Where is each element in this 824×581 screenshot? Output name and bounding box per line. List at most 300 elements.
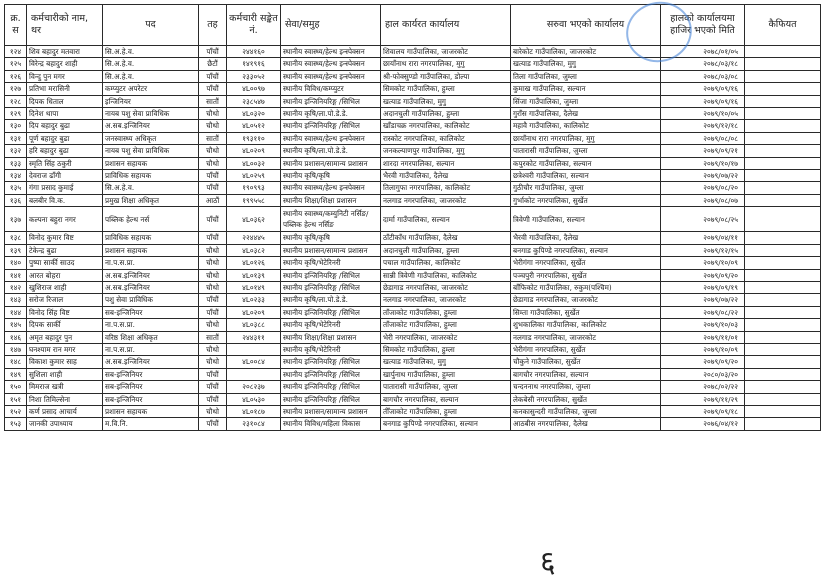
- symbol-cell: २४४१६०: [227, 46, 281, 58]
- header-current-office: हाल कार्यरत कार्यालय: [381, 5, 511, 46]
- date-cell: २०७९/०८/०८: [661, 132, 745, 144]
- level-cell: पाँचौं: [199, 393, 227, 405]
- transfer-office-cell: पातारासी गाउँपालिका, जुम्ला: [511, 145, 661, 157]
- name-cell: सुशिला शाही: [27, 368, 103, 380]
- level-cell: पाँचौं: [199, 46, 227, 58]
- name-cell: प्रतिभा मरासिनी: [27, 83, 103, 95]
- date-cell: २०७९/०८/२०: [661, 182, 745, 194]
- current-office-cell: छेडागाड नगरपालिका, जाजरकोट: [381, 281, 511, 293]
- table-row: [5, 83, 821, 95]
- transfer-office-cell: कनकासुन्दरी गाउँपालिका, जुम्ला: [511, 405, 661, 417]
- header-name: कर्मचारीको नाम, थर: [27, 5, 103, 46]
- name-cell: हरि बहादुर बुढा: [27, 145, 103, 157]
- current-office-cell: छायाँनाथ रारा नगरपालिका, मुगु: [381, 58, 511, 70]
- post-cell: पब्लिक हेल्थ नर्स: [103, 207, 199, 232]
- level-cell: पाँचौं: [199, 170, 227, 182]
- serial-cell: १३६: [5, 194, 27, 206]
- transfer-office-cell: भेरीगंगा नगरपालिका, सुर्खेत: [511, 257, 661, 269]
- date-cell: २०७९/०८/०७: [661, 194, 745, 206]
- serial-cell: १४०: [5, 257, 27, 269]
- remarks-cell: [745, 294, 821, 306]
- header-post: पद: [103, 5, 199, 46]
- transfer-office-cell: खत्याड गाउँपालिका, मुगु: [511, 58, 661, 70]
- table-row: [5, 331, 821, 343]
- transfer-office-cell: छत्रेश्वरी गाउँपालिका, सल्यान: [511, 170, 661, 182]
- service-cell: स्थानीय प्रशासन/सामान्य प्रशासन: [281, 405, 381, 417]
- level-cell: सातौं: [199, 132, 227, 144]
- transfer-office-cell: पञ्चपुरी नगरपालिका, सुर्खेत: [511, 269, 661, 281]
- header-remarks: कैफियत: [745, 5, 821, 46]
- table-row: [5, 281, 821, 293]
- remarks-cell: [745, 232, 821, 244]
- post-cell: प्रमुख शिक्षा अधिकृत: [103, 194, 199, 206]
- transfer-office-cell: बनगाड कुपिण्डे नगरपालिका, सल्यान: [511, 244, 661, 256]
- symbol-cell: ४L०३२०: [227, 108, 281, 120]
- post-cell: सब-इन्जिनियर: [103, 381, 199, 393]
- post-cell: सब-इन्जिनियर: [103, 393, 199, 405]
- post-cell: प्राविधिक सहायक: [103, 170, 199, 182]
- current-office-cell: सिमकोट गाउँपालिका, हुम्ला: [381, 343, 511, 355]
- symbol-cell: ४L०५३०: [227, 393, 281, 405]
- serial-cell: १४३: [5, 294, 27, 306]
- date-cell: २०७९/०७/२२: [661, 170, 745, 182]
- current-office-cell: बागचौर नगरपालिका, सल्यान: [381, 393, 511, 405]
- level-cell: पाँचौं: [199, 207, 227, 232]
- symbol-cell: २३८५४७: [227, 95, 281, 107]
- remarks-cell: [745, 393, 821, 405]
- remarks-cell: [745, 368, 821, 380]
- symbol-cell: ४L०३८२: [227, 244, 281, 256]
- current-office-cell: सिमकोट गाउँपालिका, हुम्ला: [381, 83, 511, 95]
- name-cell: दिनेश थापा: [27, 108, 103, 120]
- level-cell: चौथो: [199, 319, 227, 331]
- name-cell: विनोद कुमार विष्ट: [27, 232, 103, 244]
- transfer-office-cell: छेडागाड नगरपालिका, जाजरकोट: [511, 294, 661, 306]
- table-row: [5, 319, 821, 331]
- level-cell: चौथो: [199, 145, 227, 157]
- table-row: [5, 393, 821, 405]
- transfer-office-cell: कुमाख गाउँपालिका, सल्यान: [511, 83, 661, 95]
- date-cell: २०७८/०३/०८: [661, 70, 745, 82]
- post-cell: अ.सब.इन्जिनियर: [103, 120, 199, 132]
- name-cell: दिपक धिताल: [27, 95, 103, 107]
- service-cell: स्थानीय प्रशासन/सामान्य प्रशासन: [281, 157, 381, 169]
- table-row: [5, 46, 821, 58]
- date-cell: २०७६/०४/१२: [661, 418, 745, 430]
- post-cell: ना.प.स.प्रा.: [103, 343, 199, 355]
- level-cell: पाँचौं: [199, 232, 227, 244]
- current-office-cell: दार्मा गाउँपालिका, सल्यान: [381, 207, 511, 232]
- level-cell: चौथो: [199, 108, 227, 120]
- remarks-cell: [745, 145, 821, 157]
- date-cell: २०७९/१०/०५: [661, 108, 745, 120]
- level-cell: चौथो: [199, 269, 227, 281]
- current-office-cell: खार्पुनाथ गाउँपालिका, हुम्ला: [381, 368, 511, 380]
- service-cell: स्थानीय विविध/महिला विकास: [281, 418, 381, 430]
- post-cell: अ.सब.इन्जिनियर: [103, 281, 199, 293]
- level-cell: पाँचौं: [199, 306, 227, 318]
- symbol-cell: ४L०२०९: [227, 306, 281, 318]
- current-office-cell: ठाँटीकाँध गाउँपालिका, दैलेख: [381, 232, 511, 244]
- header-service: सेवा/समुह: [281, 5, 381, 46]
- remarks-cell: [745, 120, 821, 132]
- remarks-cell: [745, 46, 821, 58]
- current-office-cell: जनकल्याणपुर गाउँपालिका, मुगु: [381, 145, 511, 157]
- symbol-cell: २४४३११: [227, 331, 281, 343]
- symbol-cell: १९०९९३: [227, 182, 281, 194]
- serial-cell: १२९: [5, 108, 27, 120]
- name-cell: विनोद सिंह विष्ट: [27, 306, 103, 318]
- transfer-office-cell: बागचौर नगरपालिका, सल्यान: [511, 368, 661, 380]
- header-level: तह: [199, 5, 227, 46]
- service-cell: स्थानीय कृषि/भेटेरिनरी: [281, 319, 381, 331]
- post-cell: ना.प.स.प्रा.: [103, 319, 199, 331]
- date-cell: २०७९/०९/१९: [661, 281, 745, 293]
- date-cell: २०८०/०३/२०: [661, 368, 745, 380]
- table-row: [5, 108, 821, 120]
- level-cell: चौथो: [199, 257, 227, 269]
- serial-cell: १३१: [5, 132, 27, 144]
- transfer-office-cell: शुभकालिका गाउँपालिका, कालिकोट: [511, 319, 661, 331]
- level-cell: सातौं: [199, 95, 227, 107]
- name-cell: कल्पना बहुरा नगर: [27, 207, 103, 232]
- table-row: [5, 381, 821, 393]
- transfer-office-cell: महावै गाउँपालिका, कालिकोट: [511, 120, 661, 132]
- remarks-cell: [745, 418, 821, 430]
- current-office-cell: भेरी नगरपालिका, जाजरकोट: [381, 331, 511, 343]
- serial-cell: १३३: [5, 157, 27, 169]
- post-cell: सि.अ.हे.व.: [103, 182, 199, 194]
- header-symbol: कर्मचारी सङ्केत नं.: [227, 5, 281, 46]
- current-office-cell: तिलागुफा नगरपालिका, कालिकोट: [381, 182, 511, 194]
- serial-cell: १४४: [5, 306, 27, 318]
- level-cell: चौथो: [199, 120, 227, 132]
- level-cell: सातौं: [199, 331, 227, 343]
- symbol-cell: [227, 368, 281, 380]
- remarks-cell: [745, 182, 821, 194]
- name-cell: पुष्पा सार्की साउद: [27, 257, 103, 269]
- current-office-cell: भैरवी गाउँपालिका, दैलेख: [381, 170, 511, 182]
- symbol-cell: ४L०३८८: [227, 319, 281, 331]
- date-cell: २०७९/१२/१८: [661, 120, 745, 132]
- current-office-cell: ताँजाकोट गाउँपालिका, हुम्ला: [381, 306, 511, 318]
- post-cell: पशु सेवा प्राविधिक: [103, 294, 199, 306]
- current-office-cell: नलगाड नगरपालिका, जाजरकोट: [381, 294, 511, 306]
- post-cell: प्रशासन सहायक: [103, 405, 199, 417]
- serial-cell: १४१: [5, 269, 27, 281]
- date-cell: २०७८/०१/०५: [661, 46, 745, 58]
- name-cell: विन्दु पुन मगर: [27, 70, 103, 82]
- table-row: [5, 120, 821, 132]
- date-cell: २०७९/११/०१: [661, 331, 745, 343]
- name-cell: विकाश कुमार साह: [27, 356, 103, 368]
- symbol-cell: ४L०२०९: [227, 145, 281, 157]
- post-cell: प्राविधिक सहायक: [103, 232, 199, 244]
- post-cell: म.वि.नि.: [103, 418, 199, 430]
- name-cell: स्मृति सिंह ठकुरी: [27, 157, 103, 169]
- remarks-cell: [745, 269, 821, 281]
- remarks-cell: [745, 343, 821, 355]
- table-row: [5, 145, 821, 157]
- transfer-list-sheet: [4, 4, 820, 431]
- handwritten-page-number: ६: [540, 545, 556, 580]
- current-office-cell: अदानचुली गाउँपालिका, हुम्ला: [381, 108, 511, 120]
- date-cell: २०७९/०८/२५: [661, 207, 745, 232]
- table-row: [5, 343, 821, 355]
- header-attendance-date: हालको कार्यालयमा हाजिर भएको मिति: [661, 5, 745, 46]
- table-row: [5, 95, 821, 107]
- remarks-cell: [745, 83, 821, 95]
- post-cell: अ.सब.इन्जिनियर: [103, 356, 199, 368]
- post-cell: प्रशासन सहायक: [103, 157, 199, 169]
- date-cell: २०७९/०७/२२: [661, 294, 745, 306]
- transfer-office-cell: भेरीगंगा नगरपालिका, सुर्खेत: [511, 343, 661, 355]
- remarks-cell: [745, 194, 821, 206]
- serial-cell: १४५: [5, 319, 27, 331]
- current-office-cell: नलगाड नगरपालिका, जाजरकोट: [381, 194, 511, 206]
- remarks-cell: [745, 132, 821, 144]
- table-row: [5, 368, 821, 380]
- date-cell: २०७९/०९/१८: [661, 405, 745, 417]
- symbol-cell: २३१०८४: [227, 418, 281, 430]
- post-cell: वरिष्ठ शिक्षा अधिकृत: [103, 331, 199, 343]
- level-cell: पाँचौं: [199, 70, 227, 82]
- name-cell: विरेन्द्र बहादुर शाही: [27, 58, 103, 70]
- service-cell: स्थानीय कृषि/ला.पो.डे.डे.: [281, 294, 381, 306]
- name-cell: खुशिराज शाही: [27, 281, 103, 293]
- name-cell: दिपक सार्की: [27, 319, 103, 331]
- date-cell: २०७९/१०/०३: [661, 319, 745, 331]
- serial-cell: १५२: [5, 405, 27, 417]
- service-cell: स्थानीय कृषि/ला.पो.डे.डे.: [281, 108, 381, 120]
- name-cell: बलबीर वि.क.: [27, 194, 103, 206]
- service-cell: स्थानीय इन्जिनियरिङ्ग /सिभिल: [281, 269, 381, 281]
- transfer-office-cell: बाँफिकोट गाउँपालिका, रुकुम(पश्चिम): [511, 281, 661, 293]
- post-cell: कम्प्युटर अपरेटर: [103, 83, 199, 95]
- date-cell: २०७९/०८/२२: [661, 306, 745, 318]
- serial-cell: १३८: [5, 232, 27, 244]
- table-row: [5, 170, 821, 182]
- transfer-office-cell: चौकुने गाउँपालिका, सुर्खेत: [511, 356, 661, 368]
- service-cell: स्थानीय शिक्षा/शिक्षा प्रशासन: [281, 194, 381, 206]
- name-cell: टेकेन्द्र बुढा: [27, 244, 103, 256]
- name-cell: गंगा प्रसाद कुमाई: [27, 182, 103, 194]
- post-cell: नायब पशु सेवा प्राविधिक: [103, 108, 199, 120]
- symbol-cell: ४L०१३९: [227, 269, 281, 281]
- post-cell: नायब पशु सेवा प्राविधिक: [103, 145, 199, 157]
- remarks-cell: [745, 257, 821, 269]
- remarks-cell: [745, 356, 821, 368]
- symbol-cell: १४१९१६: [227, 58, 281, 70]
- serial-cell: १५३: [5, 418, 27, 430]
- table-row: [5, 132, 821, 144]
- remarks-cell: [745, 405, 821, 417]
- remarks-cell: [745, 108, 821, 120]
- remarks-cell: [745, 70, 821, 82]
- service-cell: स्थानीय इन्जिनियरिङ्ग /सिभिल: [281, 306, 381, 318]
- current-office-cell: रास्कोट नगरपालिका, कालिकोट: [381, 132, 511, 144]
- name-cell: पूर्ण बहादुर बुढा: [27, 132, 103, 144]
- level-cell: पाँचौं: [199, 294, 227, 306]
- date-cell: २०७९/०९/२०: [661, 356, 745, 368]
- symbol-cell: २२४४४५: [227, 232, 281, 244]
- symbol-cell: १९३११०: [227, 132, 281, 144]
- serial-cell: १२८: [5, 95, 27, 107]
- current-office-cell: बनगाड कुपिण्डे नगरपालिका, सल्यान: [381, 418, 511, 430]
- remarks-cell: [745, 95, 821, 107]
- symbol-cell: ४L०५१२: [227, 120, 281, 132]
- post-cell: सि.अ.हे.व.: [103, 70, 199, 82]
- remarks-cell: [745, 319, 821, 331]
- service-cell: स्थानीय स्वास्थ्य/हेल्थ इन्स्पेक्सन: [281, 58, 381, 70]
- symbol-cell: २०८२३७: [227, 381, 281, 393]
- date-cell: २०७९/११/२९: [661, 393, 745, 405]
- serial-cell: १३९: [5, 244, 27, 256]
- serial-cell: १४९: [5, 368, 27, 380]
- date-cell: २०७९/०९/२०: [661, 269, 745, 281]
- post-cell: इन्जिनियर: [103, 95, 199, 107]
- service-cell: स्थानीय इन्जिनियरिङ्ग /सिभिल: [281, 381, 381, 393]
- table-row: [5, 182, 821, 194]
- symbol-cell: ४L०१२६: [227, 257, 281, 269]
- serial-cell: १४८: [5, 356, 27, 368]
- service-cell: स्थानीय स्वास्थ्य/हेल्थ इन्स्पेक्सन: [281, 182, 381, 194]
- service-cell: स्थानीय प्रशासन/सामान्य प्रशासन: [281, 244, 381, 256]
- level-cell: चौथो: [199, 281, 227, 293]
- table-row: [5, 257, 821, 269]
- transfer-office-cell: भैरवी गाउँपालिका, दैलेख: [511, 232, 661, 244]
- post-cell: प्रशासन सहायक: [103, 244, 199, 256]
- serial-cell: १५०: [5, 381, 27, 393]
- post-cell: अ.सब.इन्जिनियर: [103, 269, 199, 281]
- transfer-office-cell: सिंजा गाउँपालिका, जुम्ला: [511, 95, 661, 107]
- name-cell: निशा तिमिल्सेना: [27, 393, 103, 405]
- level-cell: चौथो: [199, 356, 227, 368]
- name-cell: सरोज रिजाल: [27, 294, 103, 306]
- table-row: [5, 306, 821, 318]
- symbol-cell: ४L००९७: [227, 83, 281, 95]
- symbol-cell: ४L०२३३: [227, 294, 281, 306]
- transfer-office-cell: तिला गाउँपालिका, जुम्ला: [511, 70, 661, 82]
- level-cell: चौथो: [199, 343, 227, 355]
- table-row: [5, 194, 821, 206]
- service-cell: स्थानीय विविध/कम्प्युटर: [281, 83, 381, 95]
- level-cell: छैटौं: [199, 58, 227, 70]
- service-cell: स्थानीय कृषि/ला.पो.डे.डे.: [281, 145, 381, 157]
- service-cell: स्थानीय स्वास्थ्य/हेल्थ इन्स्पेक्सन: [281, 46, 381, 58]
- post-cell: सि.अ.हे.व.: [103, 58, 199, 70]
- current-office-cell: खत्याड गाउँपालिका, मुगु: [381, 356, 511, 368]
- service-cell: स्थानीय स्वास्थ्य/हेल्थ इन्स्पेक्सन: [281, 132, 381, 144]
- remarks-cell: [745, 157, 821, 169]
- date-cell: २०७९/०४/११: [661, 232, 745, 244]
- table-row: [5, 269, 821, 281]
- symbol-cell: ४L०२५९: [227, 170, 281, 182]
- name-cell: अमृत बहादुर पुन: [27, 331, 103, 343]
- date-cell: २०७९/०९/१६: [661, 83, 745, 95]
- service-cell: स्थानीय इन्जिनियरिङ्ग /सिभिल: [281, 393, 381, 405]
- current-office-cell: पातारासी गाउँपालिका, जुम्ला: [381, 381, 511, 393]
- date-cell: २०७९/१०/०९: [661, 257, 745, 269]
- level-cell: चौथो: [199, 157, 227, 169]
- serial-cell: १४७: [5, 343, 27, 355]
- name-cell: शिव बहादुर मतवारा: [27, 46, 103, 58]
- table-row: [5, 70, 821, 82]
- serial-cell: १२७: [5, 83, 27, 95]
- service-cell: स्थानीय स्वास्थ्य/हेल्थ इन्स्पेक्सन: [281, 70, 381, 82]
- symbol-cell: ४L०३६२: [227, 207, 281, 232]
- serial-cell: १३०: [5, 120, 27, 132]
- table-row: [5, 418, 821, 430]
- symbol-cell: १९९५५८: [227, 194, 281, 206]
- post-cell: ना.प.स.प्रा.: [103, 257, 199, 269]
- name-cell: जानकी उपाध्याय: [27, 418, 103, 430]
- serial-cell: १२४: [5, 46, 27, 58]
- symbol-cell: ४L०१४९: [227, 281, 281, 293]
- date-cell: २०७९/१२/१५: [661, 244, 745, 256]
- remarks-cell: [745, 207, 821, 232]
- table-row: [5, 58, 821, 70]
- serial-cell: १३७: [5, 207, 27, 232]
- header-transfer-office: सरुवा भएको कार्यालय: [511, 5, 661, 46]
- transfer-office-cell: त्रिवेणी गाउँपालिका, सल्यान: [511, 207, 661, 232]
- current-office-cell: तीँजाकोट गाउँपालिका, हुम्ला: [381, 405, 511, 417]
- service-cell: स्थानीय कृषि/कृषि: [281, 232, 381, 244]
- remarks-cell: [745, 331, 821, 343]
- level-cell: पाँचौं: [199, 368, 227, 380]
- serial-cell: १२५: [5, 58, 27, 70]
- symbol-cell: [227, 343, 281, 355]
- name-cell: दिप बहादुर बुढा: [27, 120, 103, 132]
- name-cell: कर्ण प्रसाद आचार्य: [27, 405, 103, 417]
- serial-cell: १४२: [5, 281, 27, 293]
- table-body: [5, 46, 821, 431]
- date-cell: २०७९/१०/०९: [661, 343, 745, 355]
- service-cell: स्थानीय कृषि/भेटेरिनरी: [281, 257, 381, 269]
- transfer-table: [4, 4, 821, 431]
- symbol-cell: ४L००३२: [227, 157, 281, 169]
- symbol-cell: ४L००८४: [227, 356, 281, 368]
- remarks-cell: [745, 58, 821, 70]
- post-cell: जनस्वास्थ्य अधिकृत: [103, 132, 199, 144]
- remarks-cell: [745, 244, 821, 256]
- service-cell: स्थानीय इन्जिनियरिङ्ग /सिभिल: [281, 95, 381, 107]
- level-cell: पाँचौं: [199, 83, 227, 95]
- name-cell: घनश्याम रान मगर: [27, 343, 103, 355]
- level-cell: पाँचौं: [199, 418, 227, 430]
- service-cell: स्थानीय इन्जिनियरिङ्ग /सिभिल: [281, 356, 381, 368]
- name-cell: मिमराज खत्री: [27, 381, 103, 393]
- serial-cell: १३४: [5, 170, 27, 182]
- service-cell: स्थानीय इन्जिनियरिङ्ग /सिभिल: [281, 120, 381, 132]
- current-office-cell: शारदा नगरपालिका, सल्यान: [381, 157, 511, 169]
- table-row: [5, 405, 821, 417]
- header-sn: क्र. स: [5, 5, 27, 46]
- serial-cell: १२६: [5, 70, 27, 82]
- symbol-cell: ४L०१८७: [227, 405, 281, 417]
- transfer-office-cell: गुर्भाकोट नगरपालिका, सुर्खेत: [511, 194, 661, 206]
- service-cell: स्थानीय कृषि/भेटेरिनरी: [281, 343, 381, 355]
- transfer-office-cell: बारेकोट गाउँपालिका, जाजरकोट: [511, 46, 661, 58]
- table-row: [5, 207, 821, 232]
- date-cell: २०७८/०२/२२: [661, 381, 745, 393]
- current-office-cell: शिवालय गाउँपालिका, जाजरकोट: [381, 46, 511, 58]
- level-cell: पाँचौं: [199, 381, 227, 393]
- current-office-cell: खाँडाचक्र नगरपालिका, कालिकोट: [381, 120, 511, 132]
- service-cell: स्थानीय कृषि/कृषि: [281, 170, 381, 182]
- current-office-cell: खत्याड गाउँपालिका, मुगु: [381, 95, 511, 107]
- current-office-cell: पचाल गाउँपालिका, कालिकोट: [381, 257, 511, 269]
